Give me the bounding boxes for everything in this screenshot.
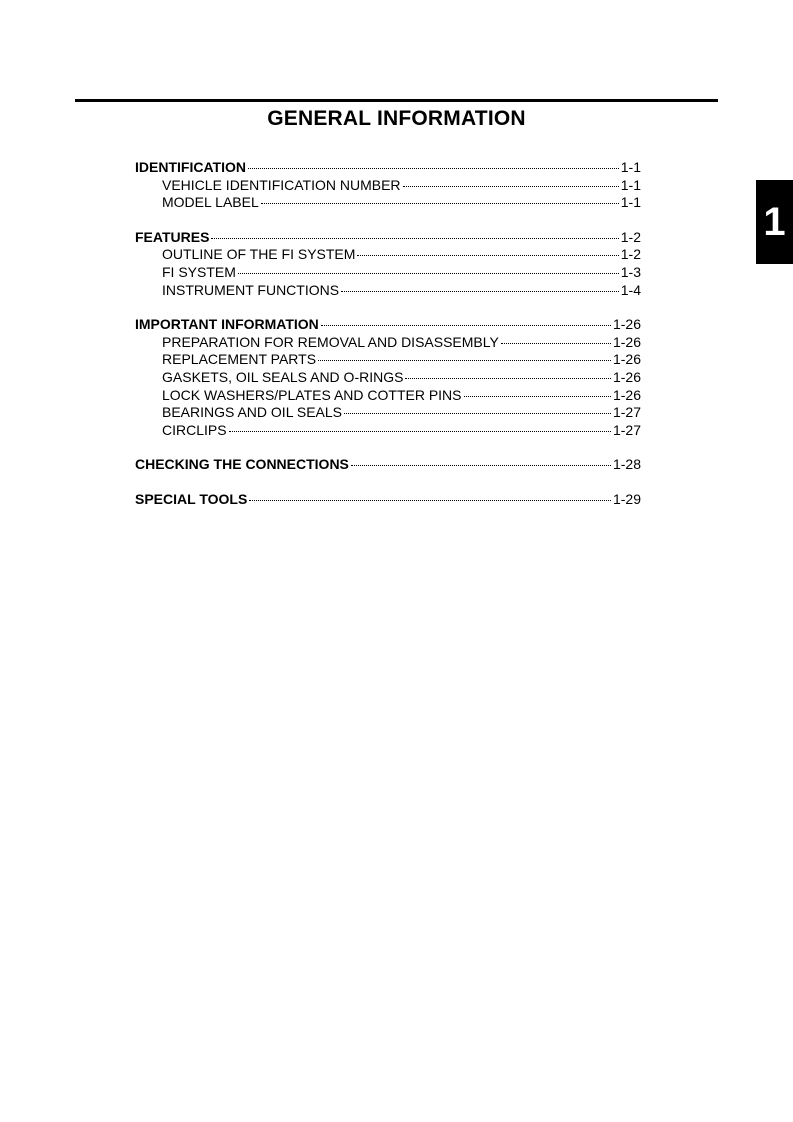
- toc-entry-title: IMPORTANT INFORMATION: [135, 316, 319, 333]
- toc-subentry-page: 1-4: [620, 281, 641, 298]
- toc-subentry-page: 1-26: [612, 351, 641, 368]
- toc-entry[interactable]: [135, 491, 641, 509]
- toc-subentry-title: INSTRUMENT FUNCTIONS: [162, 281, 340, 298]
- toc-subentry-title: OUTLINE OF THE FI SYSTEM: [162, 246, 356, 263]
- toc-subentry-title: BEARINGS AND OIL SEALS: [162, 404, 342, 421]
- dot-leader: [344, 401, 611, 414]
- toc-entry-page: 1-26: [612, 316, 641, 333]
- toc-subentry-title: CIRCLIPS: [162, 421, 227, 438]
- toc-entry[interactable]: [135, 456, 641, 474]
- toc-subentry-page: 1-27: [612, 421, 641, 438]
- dot-leader: [211, 226, 618, 239]
- toc-subentry-title: VEHICLE IDENTIFICATION NUMBER: [162, 176, 401, 193]
- toc-subentry-page: 1-26: [612, 368, 641, 385]
- dot-leader: [405, 366, 611, 379]
- toc-subentry-page: 1-26: [612, 333, 641, 350]
- dot-leader: [318, 348, 611, 361]
- toc-subentry-page: 1-1: [620, 194, 641, 211]
- toc-subentry-title: MODEL LABEL: [162, 194, 259, 211]
- toc-subentry[interactable]: [135, 194, 641, 212]
- toc-entry-title: SPECIAL TOOLS: [135, 490, 248, 507]
- toc-subentry-page: 1-3: [620, 263, 641, 280]
- toc-subentry-title: LOCK WASHERS/PLATES AND COTTER PINS: [162, 386, 462, 403]
- toc-subentry-page: 1-2: [620, 246, 641, 263]
- dot-leader: [403, 174, 619, 187]
- toc-subentry-page: 1-1: [620, 176, 641, 193]
- table-of-contents: [135, 159, 641, 526]
- toc-section-checking-connections: [135, 456, 641, 474]
- toc-section-important-information: [135, 316, 641, 439]
- toc-entry-title: CHECKING THE CONNECTIONS: [135, 456, 349, 473]
- toc-entry-title: FEATURES: [135, 228, 210, 245]
- toc-subentry-title: GASKETS, OIL SEALS AND O-RINGS: [162, 368, 404, 385]
- dot-leader: [341, 279, 619, 292]
- toc-entry-title: IDENTIFICATION: [135, 159, 246, 175]
- toc-section-features: [135, 229, 641, 299]
- toc-subentry[interactable]: [135, 282, 641, 300]
- dot-leader: [321, 313, 611, 326]
- toc-subentry[interactable]: [135, 422, 641, 440]
- dot-leader: [357, 243, 618, 256]
- toc-section-special-tools: [135, 491, 641, 509]
- toc-subentry-title: PREPARATION FOR REMOVAL AND DISASSEMBLY: [162, 333, 499, 350]
- toc-subentry-page: 1-27: [612, 404, 641, 421]
- dot-leader: [229, 419, 611, 432]
- toc-subentry-page: 1-26: [612, 386, 641, 403]
- toc-entry-page: 1-28: [612, 456, 641, 473]
- toc-entry-page: 1-29: [612, 490, 641, 507]
- dot-leader: [464, 384, 611, 397]
- toc-entry-page: 1-2: [620, 228, 641, 245]
- dot-leader: [249, 488, 611, 501]
- toc-entry-page: 1-1: [620, 159, 641, 175]
- dot-leader: [261, 191, 619, 204]
- dot-leader: [238, 261, 619, 274]
- page-title: GENERAL INFORMATION: [267, 107, 526, 130]
- toc-section-identification: [135, 159, 641, 212]
- dot-leader: [351, 453, 611, 466]
- dot-leader: [248, 156, 619, 169]
- header-rule: [75, 99, 718, 102]
- toc-subentry-title: FI SYSTEM: [162, 263, 236, 280]
- toc-subentry-title: REPLACEMENT PARTS: [162, 351, 317, 368]
- chapter-tab: 1: [756, 180, 793, 264]
- dot-leader: [501, 331, 611, 344]
